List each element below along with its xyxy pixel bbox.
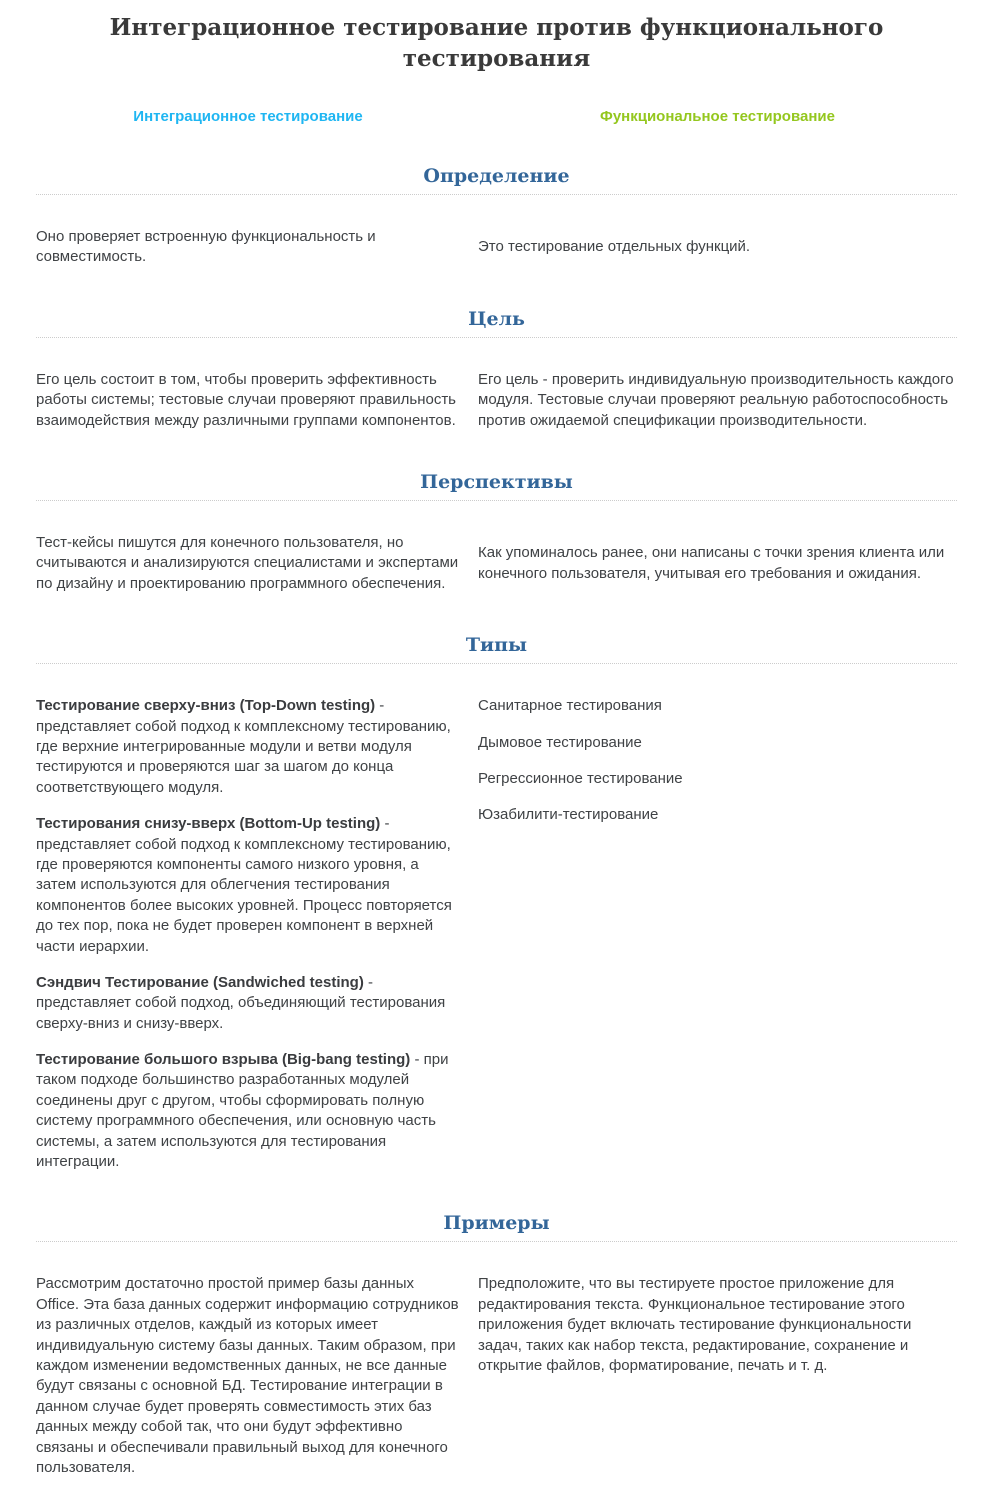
integration-cell: [36, 696, 460, 1172]
integration-cell: [36, 227, 460, 268]
section-row: [36, 501, 957, 594]
paragraph-lead-in: Тестирование большого взрыва (Big-bang testing): [36, 1051, 411, 1069]
section-row: [36, 1242, 957, 1478]
column-header-row: [36, 108, 957, 125]
paragraph-text: - представляет собой подход к комплексному тестированию, где верхние интегрированные модули и ветви модуля тестируются и проверяются шаг за шагом до конца соответствующего модуля.: [36, 697, 451, 796]
paragraph: Тест-кейсы пишутся для конечного пользователя, но считываются и анализируются специалистами и экспертами по дизайну и проектированию программного обеспечения.: [36, 534, 459, 592]
functional-cell: [478, 696, 957, 826]
paragraph-lead-in: Тестирование сверху-вниз (Top-Down testing): [36, 697, 376, 715]
functional-cell: [478, 237, 957, 257]
section-heading: Примеры: [36, 1212, 957, 1242]
column-header-integration-testing: Интеграционное тестирование: [133, 108, 363, 126]
paragraph: Юзабилити-тестирование: [478, 806, 659, 824]
paragraph: [36, 973, 460, 1034]
functional-cell: [478, 543, 957, 584]
page-title: Интеграционное тестирование против функционального тестирования: [109, 14, 884, 73]
section-heading: Перспективы: [36, 471, 957, 501]
paragraph: Оно проверяет встроенную функциональность и совместимость.: [36, 228, 376, 266]
paragraph: [36, 814, 460, 957]
paragraph: Это тестирование отдельных функций.: [478, 238, 751, 256]
paragraph: Рассмотрим достаточно простой пример базы данных Office. Эта база данных содержит информацию сотрудников из различных отделов, каждый из которых имеет индивидуальную систему базы данных. Таким образом, при каждом изменении ведомственных данных, не все данные будут связаны с основной БД. Тестирование интеграции в данном случае будет проверять совместимость этих баз данных между собой так, что они будут эффективно связаны и обеспечивали правильный выход для конечного пользователя.: [36, 1275, 459, 1476]
section-row: [36, 338, 957, 431]
paragraph-text: - представляет собой подход к комплексному тестированию, где проверяются компоненты самого низкого уровня, а затем используются для облегчения тестирования компонентов более высоких уровней. Процесс повторяется до тех пор, пока не будет проверен компонент в верхней части иерархии.: [36, 815, 452, 955]
section-row: [36, 195, 957, 268]
paragraph: [36, 696, 460, 798]
section-heading: Определение: [36, 165, 957, 195]
integration-cell: [36, 370, 460, 431]
paragraph-lead-in: Тестирования снизу-вверх (Bottom-Up testing): [36, 815, 381, 833]
paragraph-text: - представляет собой подход, объединяющий тестирования сверху-вниз и снизу-вверх.: [36, 973, 446, 1032]
paragraph: Предположите, что вы тестируете простое приложение для редактирования текста. Функциональное тестирование этого приложения будет включать тестирование функциональности задач, таких как набор текста, редактирование, сохранение и открытие файлов, форматирование, печать и т. д.: [478, 1275, 912, 1374]
paragraph: Как упоминалось ранее, они написаны с точки зрения клиента или конечного пользователя, учитывая его требования и ожидания.: [478, 544, 945, 582]
paragraph: [36, 1050, 460, 1172]
section-row: [36, 664, 957, 1172]
paragraph: Регрессионное тестирование: [478, 770, 683, 787]
paragraph-lead-in: Сэндвич Тестирование (Sandwiched testing): [36, 973, 364, 991]
section-heading: Типы: [36, 634, 957, 664]
section-heading: Цель: [36, 308, 957, 338]
paragraph: Санитарное тестирования: [478, 697, 662, 715]
functional-cell: [478, 1274, 957, 1376]
paragraph: Его цель состоит в том, чтобы проверить эффективность работы системы; тестовые случаи проверяют правильность взаимодействия между различными группами компонентов.: [36, 370, 456, 429]
integration-cell: [36, 1274, 460, 1478]
paragraph-text: - при таком подходе большинство разработанных модулей соединены друг с другом, чтобы сформировать полную систему программного обеспечения, или основную часть системы, а затем используются для тестирования интеграции.: [36, 1051, 449, 1171]
sections-container: [36, 165, 957, 1478]
column-header-functional-testing: Функциональное тестирование: [600, 108, 835, 126]
paragraph: Его цель - проверить индивидуальную производительность каждого модуля. Тестовые случаи проверяют реальную работоспособность против ожидаемой спецификации производительности.: [478, 370, 954, 429]
paragraph: Дымовое тестирование: [478, 733, 642, 751]
integration-cell: [36, 533, 460, 594]
functional-cell: [478, 370, 957, 431]
